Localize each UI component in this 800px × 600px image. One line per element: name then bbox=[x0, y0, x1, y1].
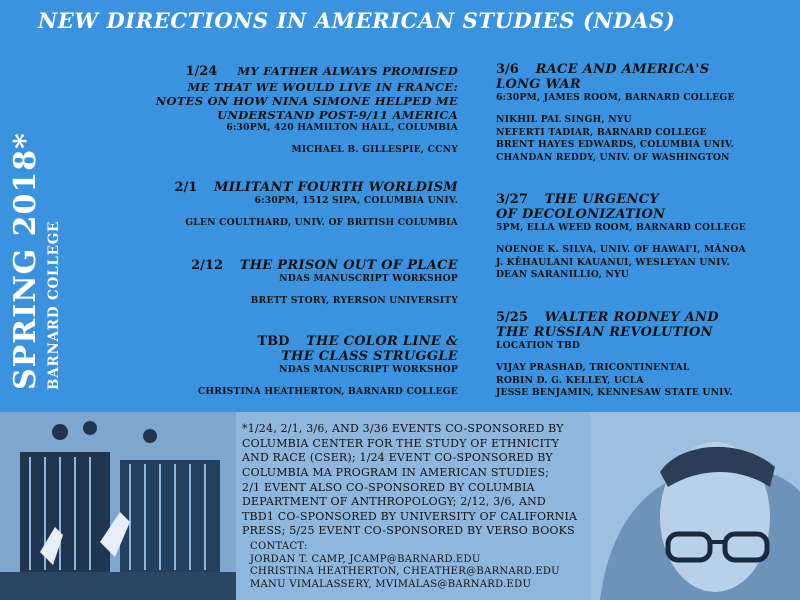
event-3-6 bbox=[496, 58, 786, 164]
event-speaker: J. KĒHAULANI KAUANUI, WESLEYAN UNIV. bbox=[496, 256, 730, 268]
event-speaker: MICHAEL B. GILLESPIE, CCNY bbox=[291, 144, 458, 156]
page-title: NEW DIRECTIONS IN AMERICAN STUDIES (NDAS) bbox=[38, 8, 676, 33]
note-line: TBD1 CO-SPONSORED BY UNIVERSITY OF CALIFORNIA bbox=[242, 509, 578, 523]
event-details: NDAS MANUSCRIPT WORKSHOP bbox=[279, 364, 458, 375]
event-speaker: CHRISTINA HEATHERTON, BARNARD COLLEGE bbox=[197, 386, 458, 398]
contact-label: CONTACT: bbox=[250, 541, 308, 552]
event-speaker: ROBIN D. G. KELLEY, UCLA bbox=[496, 374, 644, 386]
note-line: AND RACE (CSER); 1/24 EVENT CO-SPONSORED BY bbox=[242, 451, 553, 465]
event-speaker: GLEN COULTHARD, UNIV. OF BRITISH COLUMBIA bbox=[185, 217, 458, 229]
event-title: MILITANT FOURTH WORLDISM bbox=[214, 180, 458, 195]
sponsorship-notes bbox=[242, 422, 582, 539]
event-title-line: THE URGENCY bbox=[544, 192, 659, 207]
event-title-line: NOTES ON HOW NINA SIMONE HELPED ME bbox=[155, 93, 458, 108]
season-label: SPRING 2018* bbox=[8, 132, 43, 390]
event-date: 3/6 bbox=[496, 62, 519, 77]
event-date: 5/25 bbox=[496, 310, 528, 325]
event-date: 3/27 bbox=[496, 192, 528, 207]
event-2-1 bbox=[130, 176, 458, 230]
contact-person: CHRISTINA HEATHERTON, CHEATHER@BARNARD.EDU bbox=[250, 566, 560, 577]
event-title-line: THE CLASS STRUGGLE bbox=[281, 349, 458, 364]
event-details: NDAS MANUSCRIPT WORKSHOP bbox=[279, 273, 458, 284]
event-details: 6:30PM, 1512 SIPA, COLUMBIA UNIV. bbox=[254, 195, 458, 206]
event-title-line: ME THAT WE WOULD LIVE IN FRANCE: bbox=[187, 79, 458, 94]
event-details: LOCATION TBD bbox=[496, 340, 581, 351]
season-vertical-label bbox=[8, 132, 62, 390]
train-woodcut-image bbox=[0, 412, 236, 600]
event-date: TBD bbox=[257, 334, 290, 349]
note-line: *1/24, 2/1, 3/6, AND 3/36 EVENTS CO-SPONSORED BY bbox=[242, 422, 564, 435]
event-5-25 bbox=[496, 306, 786, 400]
event-title-line: OF DECOLONIZATION bbox=[496, 207, 666, 222]
contact-person: JORDAN T. CAMP, JCAMP@BARNARD.EDU bbox=[250, 553, 481, 565]
event-speaker: NOENOE K. SILVA, UNIV. OF HAWAI'I, MĀNOA bbox=[496, 244, 746, 256]
portrait-photo bbox=[590, 412, 800, 600]
event-title-line: THE COLOR LINE & bbox=[306, 334, 458, 349]
event-title-line: LONG WAR bbox=[496, 77, 582, 92]
event-1-24 bbox=[130, 64, 458, 157]
event-2-12 bbox=[130, 254, 458, 308]
event-speaker: DEAN SARANILLIO, NYU bbox=[496, 269, 629, 281]
event-speaker: NEFERTI TADIAR, BARNARD COLLEGE bbox=[496, 126, 707, 138]
contact-person: MANU VIMALASSERY, MVIMALAS@BARNARD.EDU bbox=[250, 578, 532, 590]
note-line: PRESS; 5/25 EVENT CO-SPONSORED BY VERSO BOOKS bbox=[242, 524, 575, 538]
event-title-line: WALTER RODNEY AND bbox=[544, 310, 719, 325]
event-speaker: BRETT STORY, RYERSON UNIVERSITY bbox=[250, 295, 458, 307]
note-line: COLUMBIA MA PROGRAM IN AMERICAN STUDIES; bbox=[242, 465, 550, 479]
event-speaker: VIJAY PRASHAD, TRICONTINENTAL bbox=[496, 362, 690, 374]
event-title-line: UNDERSTAND POST-9/11 AMERICA bbox=[217, 107, 458, 122]
event-details: 6:30PM, 420 HAMILTON HALL, COLUMBIA bbox=[226, 121, 458, 133]
event-tbd bbox=[130, 330, 458, 399]
contact-block bbox=[250, 541, 560, 591]
event-details: 5PM, ELLA WEED ROOM, BARNARD COLLEGE bbox=[496, 222, 746, 233]
event-title-line: THE RUSSIAN REVOLUTION bbox=[496, 325, 713, 340]
event-date: 2/1 bbox=[174, 180, 198, 195]
event-speaker: BRENT HAYES EDWARDS, COLUMBIA UNIV. bbox=[496, 139, 734, 151]
event-date: 2/12 bbox=[191, 258, 223, 273]
college-label: BARNARD COLLEGE bbox=[46, 220, 62, 390]
note-line: DEPARTMENT OF ANTHROPOLOGY; 2/12, 3/6, AND bbox=[242, 495, 546, 509]
event-details: 6:30PM, JAMES ROOM, BARNARD COLLEGE bbox=[496, 92, 735, 103]
event-title-line: RACE AND AMERICA'S bbox=[535, 62, 710, 77]
note-line: COLUMBIA CENTER FOR THE STUDY OF ETHNICITY bbox=[242, 436, 560, 450]
event-title: THE PRISON OUT OF PLACE bbox=[239, 258, 458, 273]
event-3-27 bbox=[496, 188, 786, 282]
event-title-line: MY FATHER ALWAYS PROMISED bbox=[237, 64, 458, 78]
event-date: 1/24 bbox=[185, 64, 218, 79]
event-speaker: JESSE BENJAMIN, KENNESAW STATE UNIV. bbox=[496, 387, 733, 399]
event-speaker: NIKHIL PAL SINGH, NYU bbox=[496, 114, 632, 126]
event-speaker: CHANDAN REDDY, UNIV. OF WASHINGTON bbox=[496, 151, 730, 163]
note-line: 2/1 EVENT ALSO CO-SPONSORED BY COLUMBIA bbox=[242, 480, 535, 494]
